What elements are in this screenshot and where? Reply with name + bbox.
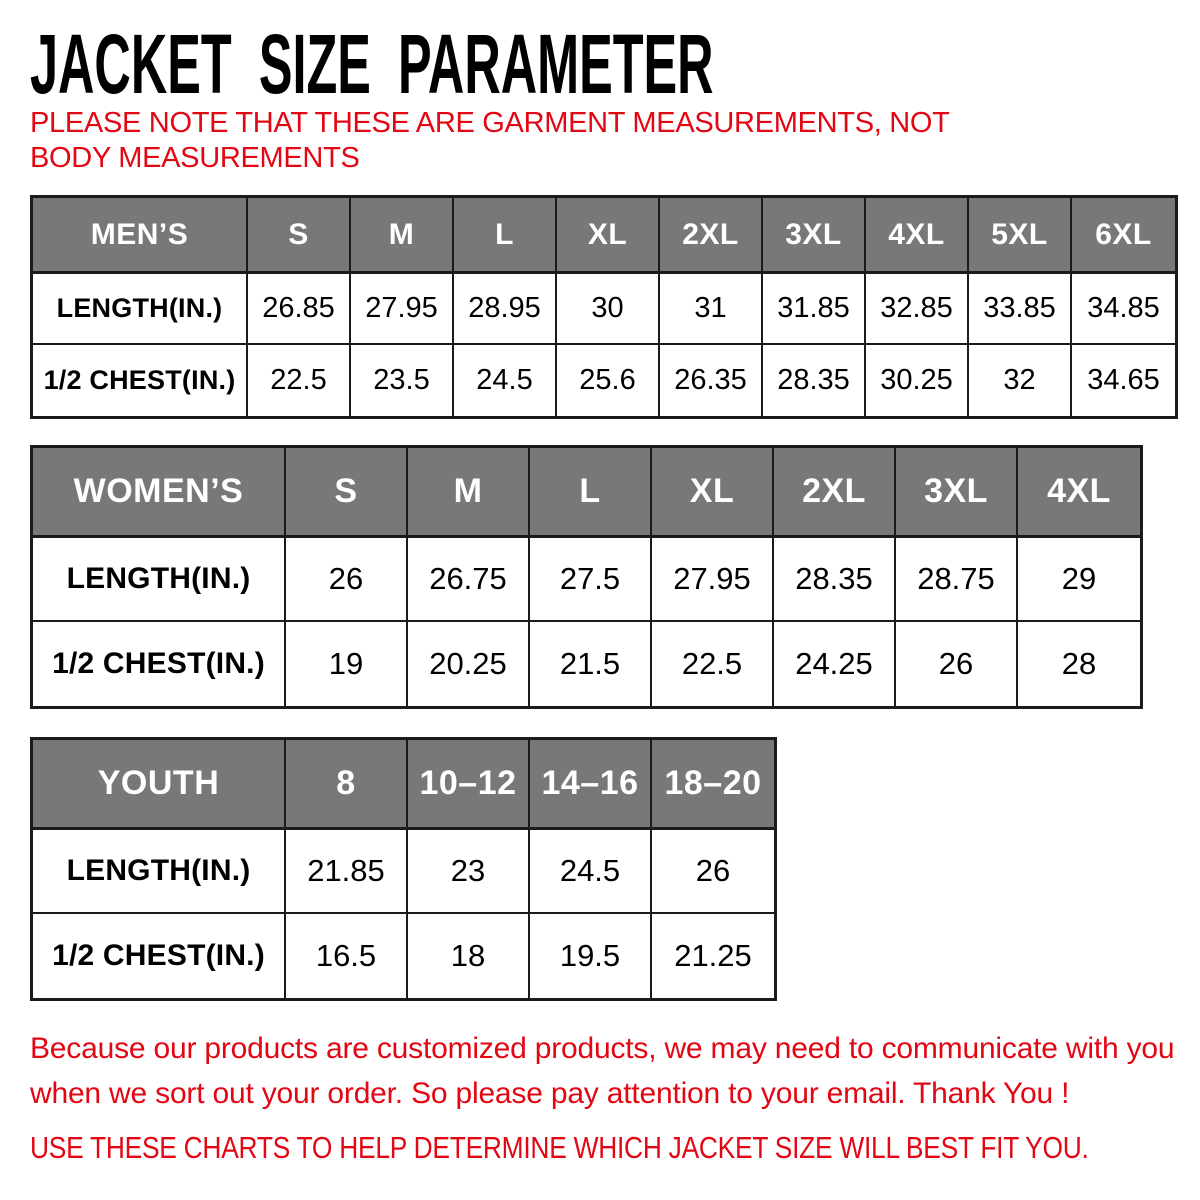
measurement-value: 22.5 bbox=[248, 345, 351, 416]
measurement-value: 27.95 bbox=[652, 538, 774, 622]
size-column-header: 2XL bbox=[774, 448, 896, 538]
measurement-value: 33.85 bbox=[969, 274, 1072, 345]
measurement-value: 24.5 bbox=[530, 830, 652, 914]
chart-usage-advice: USE THESE CHARTS TO HELP DETERMINE WHICH JACKET SIZE WILL BEST FIT YOU. bbox=[30, 1130, 1089, 1165]
measurement-value: 27.5 bbox=[530, 538, 652, 622]
measurement-value: 21.25 bbox=[674, 938, 752, 973]
measurement-value: 30.25 bbox=[866, 345, 969, 416]
measurement-value: 23 bbox=[408, 830, 530, 914]
size-column-header: S bbox=[248, 198, 351, 274]
size-column-header: L bbox=[454, 198, 557, 274]
measurement-value: 18 bbox=[408, 914, 530, 998]
measurement-value: 24.25 bbox=[774, 622, 896, 706]
size-column-header: L bbox=[530, 448, 652, 538]
youth-size-table bbox=[30, 737, 777, 1001]
measurement-value: 32 bbox=[969, 345, 1072, 416]
measurement-value: 29 bbox=[1018, 538, 1140, 622]
measurement-value: 34.65 bbox=[1087, 364, 1160, 396]
measurement-value: 21.5 bbox=[530, 622, 652, 706]
custom-order-note: Because our products are customized products, we may need to communicate with you when we sort out your order. So please pay attention to your email. Thank You ! bbox=[30, 1032, 1175, 1110]
row-label-length: LENGTH(IN.) bbox=[33, 274, 248, 345]
measurement-value: 28.35 bbox=[763, 345, 866, 416]
row-label-half-chest: 1/2 CHEST(IN.) bbox=[33, 622, 286, 706]
size-column-header: M bbox=[351, 198, 454, 274]
measurement-value: 23.5 bbox=[351, 345, 454, 416]
row-label-length: LENGTH(IN.) bbox=[33, 538, 286, 622]
measurement-value: 26 bbox=[896, 622, 1018, 706]
measurement-value: 26.75 bbox=[408, 538, 530, 622]
size-column-header: 5XL bbox=[969, 198, 1072, 274]
size-column-header: 18–20 bbox=[652, 740, 774, 830]
youth-table-title-cell: YOUTH bbox=[33, 740, 286, 830]
measurement-value: 26.35 bbox=[660, 345, 763, 416]
size-column-header: 14–16 bbox=[530, 740, 652, 830]
measurement-value: 32.85 bbox=[866, 274, 969, 345]
size-column-header: 3XL bbox=[896, 448, 1018, 538]
measurement-value: 22.5 bbox=[652, 622, 774, 706]
size-column-header: M bbox=[408, 448, 530, 538]
measurement-value: 28 bbox=[1061, 646, 1097, 681]
womens-table-title-cell: WOMEN’S bbox=[33, 448, 286, 538]
garment-measurement-note: PLEASE NOTE THAT THESE ARE GARMENT MEASUREMENTS, NOT BODY MEASUREMENTS bbox=[30, 107, 950, 174]
size-column-header: 4XL bbox=[1018, 448, 1140, 538]
size-column-header: 4XL bbox=[866, 198, 969, 274]
measurement-value: 21.85 bbox=[286, 830, 408, 914]
measurement-value: 26 bbox=[652, 830, 774, 914]
measurement-value: 28.35 bbox=[774, 538, 896, 622]
row-label-half-chest: 1/2 CHEST(IN.) bbox=[33, 345, 248, 416]
size-column-header: 6XL bbox=[1072, 198, 1175, 274]
womens-size-table bbox=[30, 445, 1143, 709]
size-column-header: S bbox=[286, 448, 408, 538]
size-column-header: XL bbox=[652, 448, 774, 538]
row-label-length: LENGTH(IN.) bbox=[33, 830, 286, 914]
size-column-header: 8 bbox=[286, 740, 408, 830]
page-title: JACKET SIZE PARAMETER bbox=[30, 17, 714, 111]
size-column-header: 10–12 bbox=[408, 740, 530, 830]
measurement-value: 31 bbox=[660, 274, 763, 345]
size-column-header: XL bbox=[557, 198, 660, 274]
measurement-value: 25.6 bbox=[557, 345, 660, 416]
measurement-value: 26 bbox=[286, 538, 408, 622]
measurement-value: 27.95 bbox=[351, 274, 454, 345]
row-label-half-chest: 1/2 CHEST(IN.) bbox=[33, 914, 286, 998]
size-column-header: 2XL bbox=[660, 198, 763, 274]
mens-table-title-cell: MEN’S bbox=[33, 198, 248, 274]
size-column-header: 3XL bbox=[763, 198, 866, 274]
measurement-value: 31.85 bbox=[763, 274, 866, 345]
measurement-value: 19.5 bbox=[530, 914, 652, 998]
measurement-value: 16.5 bbox=[286, 914, 408, 998]
measurement-value: 30 bbox=[557, 274, 660, 345]
measurement-value: 24.5 bbox=[454, 345, 557, 416]
measurement-value: 34.85 bbox=[1072, 274, 1175, 345]
measurement-value: 26.85 bbox=[248, 274, 351, 345]
measurement-value: 19 bbox=[286, 622, 408, 706]
measurement-value: 28.95 bbox=[454, 274, 557, 345]
measurement-value: 28.75 bbox=[896, 538, 1018, 622]
measurement-value: 20.25 bbox=[408, 622, 530, 706]
mens-size-table bbox=[30, 195, 1178, 419]
